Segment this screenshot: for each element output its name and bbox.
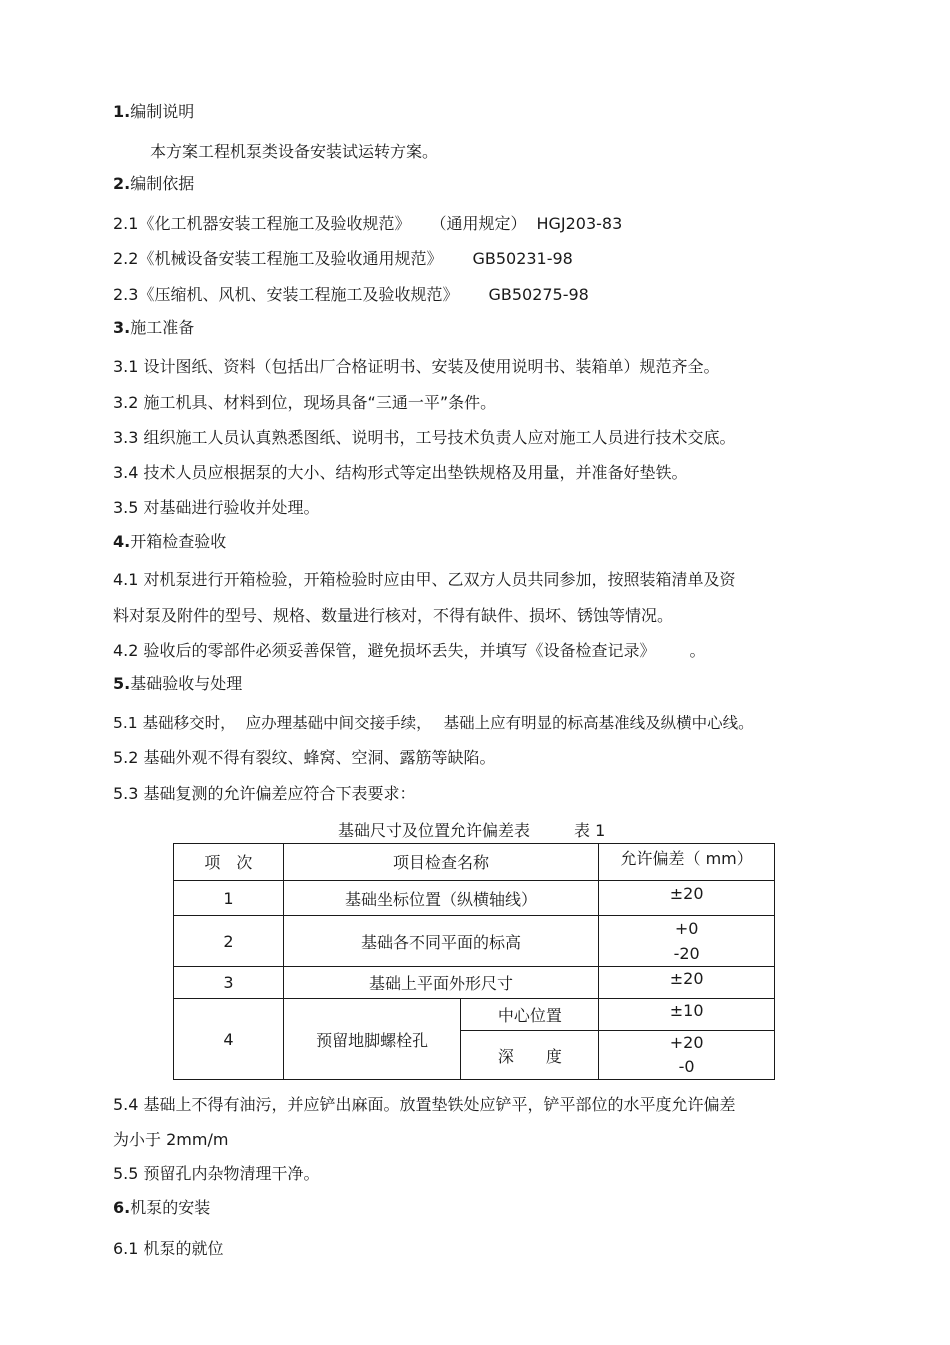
- row-1-name: 基础坐标位置（纵横轴线）: [283, 881, 598, 916]
- item-2-1: 2.1《化工机器安装工程施工及验收规范》 （通用规定） HGJ203-83: [113, 214, 623, 233]
- item-3-5: 3.5 对基础进行验收并处理。: [113, 498, 320, 517]
- row-4-sub-2-tolerance: +20 -0: [599, 1031, 775, 1080]
- row-2-name: 基础各不同平面的标高: [283, 916, 598, 967]
- item-5-1: 5.1 基础移交时， 应办理基础中间交接手续， 基础上应有明显的标高基准线及纵横中心线。: [113, 714, 754, 732]
- table-row: [174, 999, 775, 1031]
- item-5-3: 5.3 基础复测的允许偏差应符合下表要求：: [113, 784, 416, 803]
- row-3-tolerance: ±20: [599, 967, 775, 999]
- item-6-1: 6.1 机泵的就位: [113, 1239, 224, 1258]
- item-4-1-line-1: 4.1 对机泵进行开箱检验，开箱检验时应由甲、乙双方人员共同参加，按照装箱清单及资: [113, 570, 736, 589]
- item-4-2: 4.2 验收后的零部件必须妥善保管，避免损坏丢失，并填写《设备检查记录》 。: [113, 641, 706, 660]
- item-5-4-line-1: 5.4 基础上不得有油污，并应铲出麻面。放置垫铁处应铲平，铲平部位的水平度允许偏差: [113, 1095, 736, 1114]
- section-6-heading: 6.机泵的安装: [113, 1198, 211, 1217]
- tolerance-table: [173, 843, 775, 1080]
- table-row: [174, 881, 775, 916]
- section-3-heading: 3.施工准备: [113, 318, 195, 337]
- row-4-sub-2: 深 度: [461, 1031, 599, 1080]
- section-4-heading: 4.开箱检查验收: [113, 532, 227, 551]
- item-3-2: 3.2 施工机具、材料到位，现场具备“三通一平”条件。: [113, 393, 497, 412]
- row-2-tolerance: +0 -20: [599, 916, 775, 967]
- table-header-row: [174, 844, 775, 881]
- table-row: [174, 916, 775, 967]
- row-4-no: 4: [174, 999, 284, 1080]
- header-item-name: 项目检查名称: [283, 844, 598, 881]
- section-2-heading: 2.编制依据: [113, 174, 195, 193]
- item-3-3: 3.3 组织施工人员认真熟悉图纸、说明书，工号技术负责人应对施工人员进行技术交底。: [113, 428, 736, 447]
- row-4-sub-1: 中心位置: [461, 999, 599, 1031]
- item-2-2: 2.2《机械设备安装工程施工及验收通用规范》 GB50231-98: [113, 249, 573, 268]
- item-4-1-line-2: 料对泵及附件的型号、规格、数量进行核对，不得有缺件、损坏、锈蚀等情况。: [113, 606, 674, 625]
- paragraph-1: 本方案工程机泵类设备安装试运转方案。: [150, 142, 439, 161]
- row-2-no: 2: [174, 916, 284, 967]
- row-1-no: 1: [174, 881, 284, 916]
- item-5-5: 5.5 预留孔内杂物清理干净。: [113, 1164, 320, 1183]
- row-1-tolerance: ±20: [599, 881, 775, 916]
- section-1-heading: 1.编制说明: [113, 102, 195, 121]
- section-5-heading: 5.基础验收与处理: [113, 674, 243, 693]
- table-row: [174, 967, 775, 999]
- header-tolerance: 允许偏差（ mm）: [599, 844, 775, 881]
- header-item-no: 项 次: [174, 844, 284, 881]
- row-4-name: 预留地脚螺栓孔: [283, 999, 461, 1080]
- item-3-4: 3.4 技术人员应根据泵的大小、结构形式等定出垫铁规格及用量，并准备好垫铁。: [113, 463, 688, 482]
- item-2-3: 2.3《压缩机、风机、安装工程施工及验收规范》 GB50275-98: [113, 285, 589, 304]
- table-caption: 基础尺寸及位置允许偏差表 表 1: [338, 821, 606, 840]
- row-3-no: 3: [174, 967, 284, 999]
- row-3-name: 基础上平面外形尺寸: [283, 967, 598, 999]
- item-5-4-line-2: 为小于 2mm/m: [113, 1130, 229, 1149]
- item-5-2: 5.2 基础外观不得有裂纹、蜂窝、空洞、露筋等缺陷。: [113, 748, 496, 767]
- item-3-1: 3.1 设计图纸、资料（包括出厂合格证明书、安装及使用说明书、装箱单）规范齐全。: [113, 357, 720, 376]
- row-4-sub-1-tolerance: ±10: [599, 999, 775, 1031]
